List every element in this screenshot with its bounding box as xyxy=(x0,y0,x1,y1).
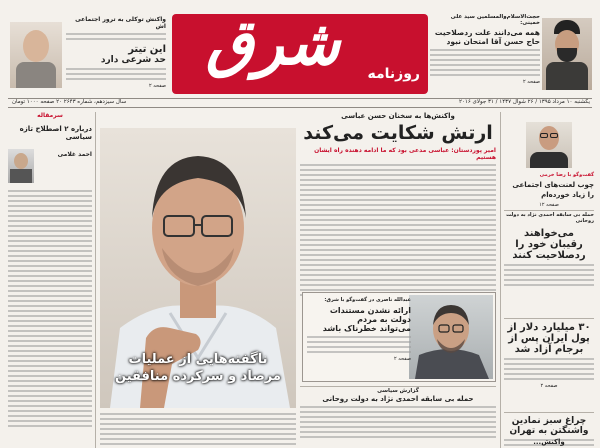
top-left-portrait xyxy=(10,22,62,88)
top-right-page-ref: صفحه ۲ xyxy=(523,79,540,85)
main-headline[interactable]: ارتش شکایت می‌کند xyxy=(303,122,493,144)
right-item1-headline[interactable]: چوب لعنت‌های اجتماعی را زیاد خورده‌ام xyxy=(512,181,594,199)
main-subhead: امیر پوردستان: عباسی مدعی بود که ما ادامه دهنده راه ایشان هستیم xyxy=(314,147,496,161)
top-left-box xyxy=(66,16,166,89)
bottom-story xyxy=(300,388,496,441)
inset-headline-3[interactable]: می‌تواند خطرناک باشد xyxy=(322,324,411,333)
right-item2-headline-2[interactable]: رقیبان خود را xyxy=(515,239,583,250)
right-item1-page: صفحه ۱۲ xyxy=(539,202,559,208)
right-footer-headline[interactable]: واکنش... xyxy=(533,438,565,446)
masthead-logo xyxy=(172,14,428,94)
inset-photo xyxy=(409,295,493,379)
right-item2-headline-3[interactable]: ردصلاحیت کنند xyxy=(512,250,586,261)
top-left-headline-2[interactable]: حد شرعی دارد xyxy=(100,55,166,65)
logo-prefix: روزنامه xyxy=(367,66,420,82)
photo-headline-2[interactable]: مرصاد و سرکرده منافقین xyxy=(115,369,281,384)
top-right-kicker: حجت‌الاسلام‌والمسلمین سید علی خمینی: xyxy=(450,14,540,26)
issue-line: سال سیزدهم، شماره ۲۶۴۳ ۲۰ صفحه ۱۰۰۰ تومان xyxy=(12,99,127,105)
bottom-headline[interactable]: حمله بی سابقه احمدی نژاد به دولت روحانی xyxy=(322,395,474,403)
inset-headline-2[interactable]: دولت به مردم xyxy=(357,315,411,324)
top-right-box xyxy=(430,14,540,85)
right-item4-headline-1[interactable]: چراغ سبز نمادین xyxy=(511,416,587,426)
right-item3-headline-2[interactable]: پول ایران پس از xyxy=(508,333,590,344)
top-right-headline-1[interactable]: همه می‌دانند علت ردصلاحیت xyxy=(434,28,540,37)
top-left-page-ref: صفحه ۲ xyxy=(149,83,166,89)
right-item4-headline-2[interactable]: واشنگتن به تهران xyxy=(509,426,589,436)
right-column xyxy=(504,112,594,448)
top-left-kicker: واکنش توکلی به ترور اجتماعی اش xyxy=(75,16,166,30)
inset-kicker: عبدالله ناصری در گفت‌وگو با شرق: xyxy=(324,297,411,303)
top-right-portrait xyxy=(542,18,592,90)
right-item2-headline-1[interactable]: می‌خواهند xyxy=(523,228,574,239)
logo-text: شرق xyxy=(205,14,341,79)
left-headline[interactable]: درباره ۲ اصطلاح تازه سیاسی xyxy=(19,125,92,141)
inset-page-ref: صفحه ۲ xyxy=(394,356,411,362)
top-right-headline-2[interactable]: حاج حسن آقا امتحان نبود xyxy=(446,37,540,46)
right-item1-photo xyxy=(526,122,572,168)
main-kicker: واکنش‌ها به سخنان حسن عباسی xyxy=(341,112,455,120)
right-item3-headline-3[interactable]: برجام آزاد شد xyxy=(514,344,584,355)
photo-headline-1[interactable]: ناگفته‌هایی از عملیات xyxy=(128,352,268,367)
main-story xyxy=(300,112,496,299)
top-left-headline-1[interactable]: این تیتر xyxy=(128,44,166,55)
left-kicker: سرمقاله xyxy=(37,112,63,119)
inset-headline-1[interactable]: ارائه نشدن مستندات xyxy=(329,306,411,315)
right-item3-headline-1[interactable]: ۳۰ میلیارد دلار از xyxy=(507,322,591,333)
bottom-kicker: گزارش سیاسی xyxy=(377,388,419,394)
inset-story-box xyxy=(302,292,496,382)
photo-story xyxy=(100,352,296,384)
dateline: یکشنبه ۱۰ مرداد ۱۳۹۵ / ۲۶ شوال ۱۴۳۷ / ۳۱ جولای ۲۰۱۶ xyxy=(458,99,590,105)
right-item1-kicker: گفت‌وگو با رضا خرمی xyxy=(539,172,594,178)
right-item3-page: صفحه ۲ xyxy=(540,383,558,389)
left-author: احمد غلامی xyxy=(57,151,92,158)
left-author-photo xyxy=(8,149,34,183)
left-column xyxy=(8,112,92,448)
right-item2-kicker: حمله بی سابقه احمدی نژاد به دولت روحانی xyxy=(506,212,594,224)
